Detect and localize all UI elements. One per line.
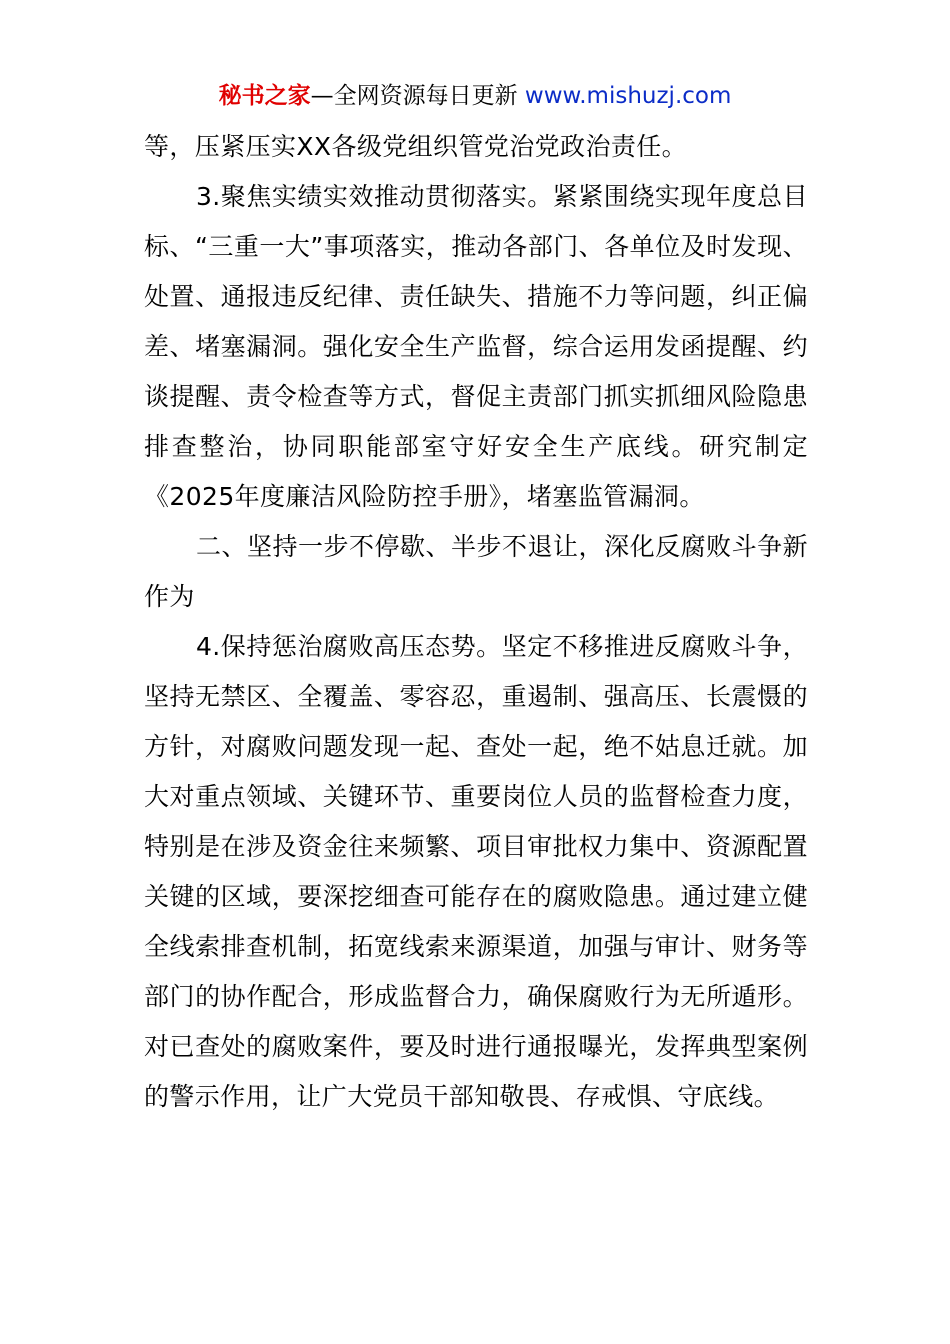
brand-name: 秘书之家 [218, 83, 311, 109]
site-url-link[interactable]: www.mishuzj.com [524, 83, 732, 109]
site-header [0, 80, 950, 112]
paragraph-item-4: 4.保持惩治腐败高压态势。坚定不移推进反腐败斗争，坚持无禁区、全覆盖、零容忍，重遏制、强高压、长震慑的方针，对腐败问题发现一起、查处一起，绝不姑息迁就。加大对重点领域、关键环节、重要岗位人员的监督检查力度，特别是在涉及资金往来频繁、项目审批权力集中、资源配置关键的区域，要深挖细查可能存在的腐败隐患。通过建立健全线索排查机制，拓宽线索来源渠道，加强与审计、财务等部门的协作配合，形成监督合力，确保腐败行为无所遁形。对已查处的腐败案件，要及时进行通报曝光，发挥典型案例的警示作用，让广大党员干部知敬畏、存戒惧、守底线。 [144, 632, 808, 1111]
paragraph-continuation: 等，压紧压实XX各级党组织管党治党政治责任。 [144, 132, 688, 161]
header-tagline: —全网资源每日更新 [310, 83, 525, 109]
document-body [144, 122, 808, 1122]
section-heading-2: 二、坚持一步不停歇、半步不退让，深化反腐败斗争新作为 [144, 532, 808, 611]
paragraph-item-3: 3.聚焦实绩实效推动贯彻落实。紧紧围绕实现年度总目标、“三重一大”事项落实，推动各部门、各单位及时发现、处置、通报违反纪律、责任缺失、措施不力等问题，纠正偏差、堵塞漏洞。强化安全生产监督，综合运用发函提醒、约谈提醒、责令检查等方式，督促主责部门抓实抓细风险隐患排查整治，协同职能部室守好安全生产底线。研究制定《2025年度廉洁风险防控手册》，堵塞监管漏洞。 [144, 182, 808, 511]
